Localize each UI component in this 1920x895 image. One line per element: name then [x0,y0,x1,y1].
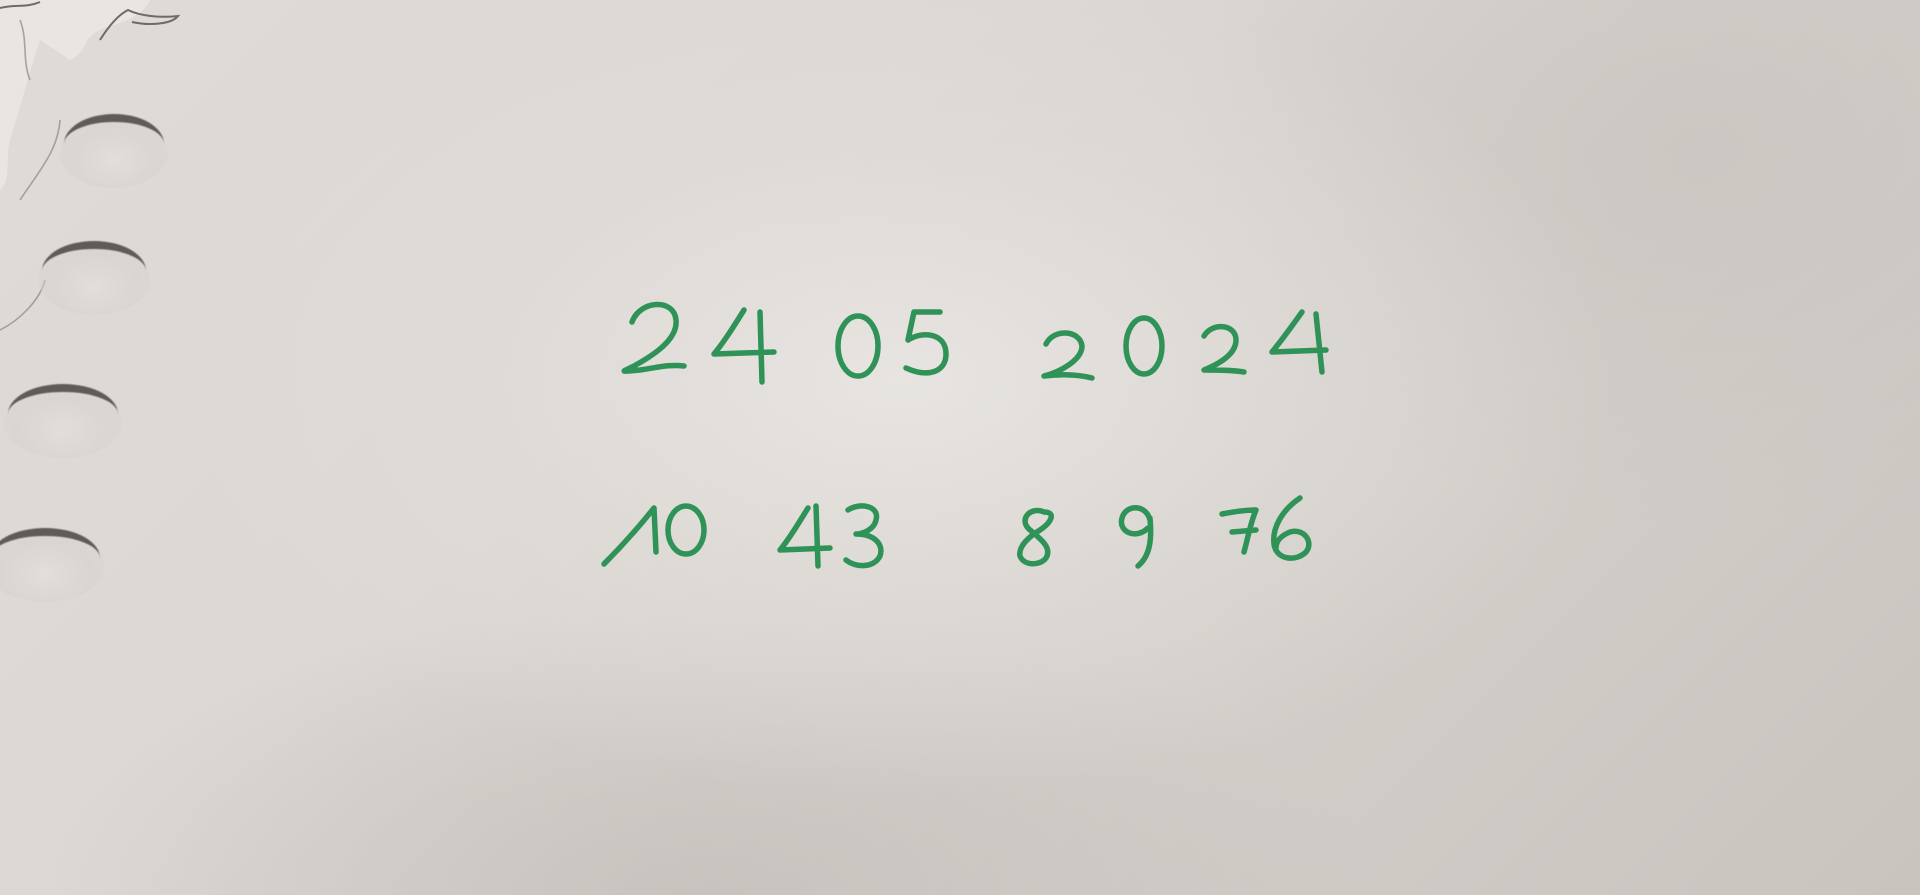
number-group-05 [838,312,946,376]
number-group-10 [604,506,704,564]
number-group-24 [624,304,774,382]
handwritten-line-1 [624,304,1326,382]
number-group-8976 [1020,498,1309,566]
number-group-2024 [1044,312,1326,378]
number-group-43 [780,506,881,566]
handwritten-line-2 [604,498,1309,566]
